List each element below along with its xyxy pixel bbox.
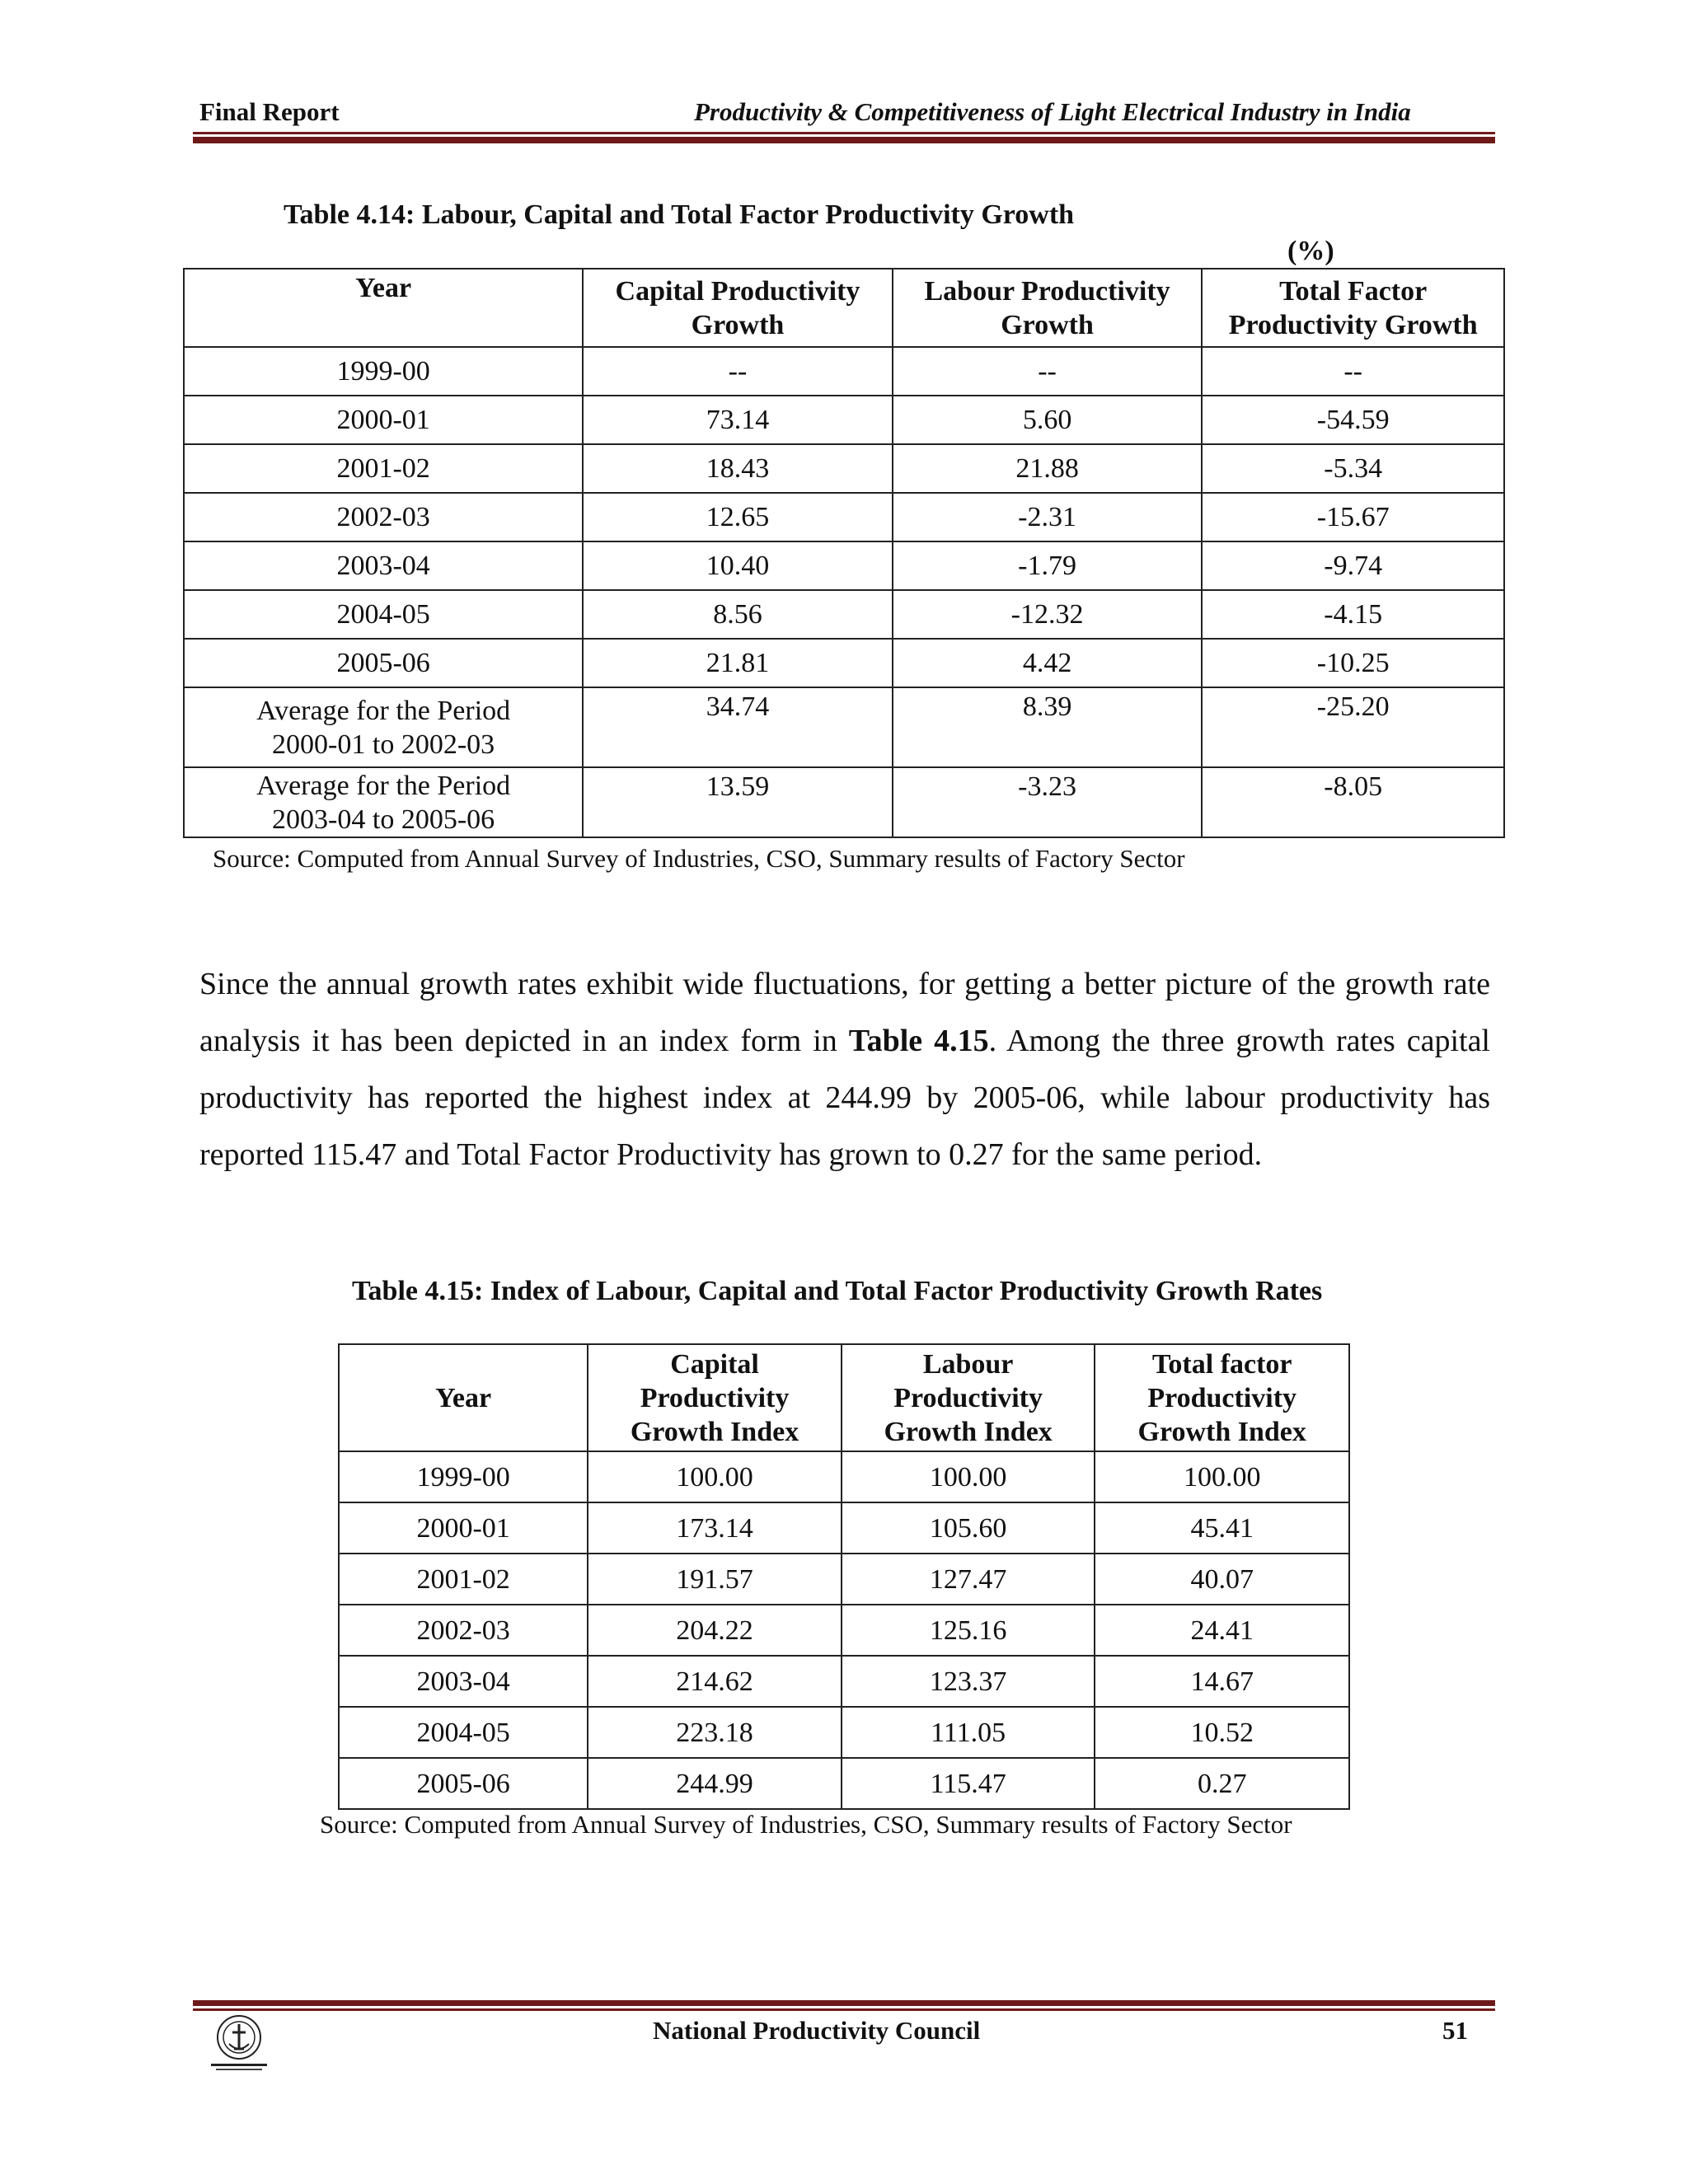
table2-capital: 223.18 [588,1707,842,1758]
table1-tfp: -25.20 [1202,687,1504,767]
table2-header-row [339,1344,1349,1451]
table1-capital: 34.74 [583,687,893,767]
table1-tfp: -15.67 [1202,493,1504,541]
table-reference: Table 4.15 [848,1024,989,1058]
table2-header-labour: Labour Productivity Growth Index [842,1344,1095,1451]
npc-logo-icon [196,2008,282,2074]
table1-header-row [184,269,1504,347]
table1-tfp: -9.74 [1202,541,1504,590]
table1-tfp: -4.15 [1202,590,1504,639]
table1-tfp: -54.59 [1202,396,1504,444]
table1-labour: -- [893,347,1203,396]
table1-capital: 21.81 [583,639,893,687]
table2-capital: 100.00 [588,1451,842,1502]
table-row [184,590,1504,639]
table2-tfp: 24.41 [1095,1605,1349,1656]
table1-average-label: Average for the Period 2003-04 to 2005-06 [184,767,583,837]
footer-center: National Productivity Council [653,2016,981,2045]
table1-caption: Table 4.14: Labour, Capital and Total Factor Productivity Growth [284,199,1075,230]
table-row [184,493,1504,541]
table1-labour: 21.88 [893,444,1203,493]
header-rule-thin [193,132,1495,134]
table-row [184,396,1504,444]
table1-labour: -2.31 [893,493,1203,541]
table1-capital: 10.40 [583,541,893,590]
table2-capital: 214.62 [588,1656,842,1707]
table1-tfp: -8.05 [1202,767,1504,837]
table2-capital: 191.57 [588,1554,842,1605]
table-row [339,1656,1349,1707]
table1-capital: 13.59 [583,767,893,837]
table1-average-label: Average for the Period 2000-01 to 2002-03 [184,687,583,767]
table1-year: 2005-06 [184,639,583,687]
page-number: 51 [1442,2016,1468,2045]
header-left: Final Report [199,97,340,126]
table1-year: 2003-04 [184,541,583,590]
table1-year: 2002-03 [184,493,583,541]
footer-rule-thin [193,2008,1495,2011]
table2-capital: 173.14 [588,1502,842,1554]
header-right: Productivity & Competitiveness of Light Electrical Industry in India [694,97,1411,126]
table1-tfp: -- [1202,347,1504,396]
table1-year: 2000-01 [184,396,583,444]
table2-tfp: 0.27 [1095,1758,1349,1809]
table-row [184,541,1504,590]
table1-labour: -1.79 [893,541,1203,590]
table-row [339,1451,1349,1502]
table2-year: 2002-03 [339,1605,588,1656]
table2-tfp: 40.07 [1095,1554,1349,1605]
table-row [184,639,1504,687]
table2-labour: 115.47 [842,1758,1095,1809]
table-row [339,1605,1349,1656]
table1-capital: 73.14 [583,396,893,444]
table2-capital: 204.22 [588,1605,842,1656]
table-row [184,687,1504,767]
table2-year: 2000-01 [339,1502,588,1554]
table2-tfp: 45.41 [1095,1502,1349,1554]
table2-tfp: 10.52 [1095,1707,1349,1758]
table1-tfp: -10.25 [1202,639,1504,687]
table1-unit: (%) [1287,236,1334,266]
table1-capital: -- [583,347,893,396]
table2-year: 1999-00 [339,1451,588,1502]
table1-year: 1999-00 [184,347,583,396]
table2-tfp: 14.67 [1095,1656,1349,1707]
table1-labour: -3.23 [893,767,1203,837]
table-row [339,1707,1349,1758]
header-rule-thick [193,137,1495,143]
table2-tfp: 100.00 [1095,1451,1349,1502]
table2-header-year: Year [339,1344,588,1451]
table1-labour: -12.32 [893,590,1203,639]
body-paragraph: Since the annual growth rates exhibit wide fluctuations, for getting a better picture of the growth rate analysis it has been depicted in an index form in Table 4.15. Among the three growth rates capital productivity has reported the highest index at 244.99 by 2005-06, while labour productivity has reported 115.47 and Total Factor Productivity has grown to 0.27 for the same period. [199,967,1490,1172]
table1-header-tfp: Total Factor Productivity Growth [1202,269,1504,347]
table2-year: 2004-05 [339,1707,588,1758]
table1-header-year: Year [184,269,583,347]
table-row [184,444,1504,493]
footer-rule-thick [193,2000,1495,2006]
table2-labour: 123.37 [842,1656,1095,1707]
table1-year: 2004-05 [184,590,583,639]
table-row [184,347,1504,396]
table2-year: 2001-02 [339,1554,588,1605]
table1-capital: 12.65 [583,493,893,541]
table2-capital: 244.99 [588,1758,842,1809]
table1-labour: 8.39 [893,687,1203,767]
table2-labour: 100.00 [842,1451,1095,1502]
table1-header-labour: Labour Productivity Growth [893,269,1203,347]
table2-labour: 127.47 [842,1554,1095,1605]
table2-source: Source: Computed from Annual Survey of Industries, CSO, Summary results of Factory Sector [320,1810,1292,1839]
table2-year: 2005-06 [339,1758,588,1809]
table1-tfp: -5.34 [1202,444,1504,493]
table1 [183,268,1505,838]
table-row [184,767,1504,837]
table1-header-capital: Capital Productivity Growth [583,269,893,347]
table2-labour: 125.16 [842,1605,1095,1656]
table-row [339,1502,1349,1554]
table2-year: 2003-04 [339,1656,588,1707]
table2-header-capital: Capital Productivity Growth Index [588,1344,842,1451]
table-row [339,1758,1349,1809]
table-row [339,1554,1349,1605]
table1-capital: 8.56 [583,590,893,639]
table1-labour: 4.42 [893,639,1203,687]
table2 [338,1343,1350,1810]
table2-labour: 111.05 [842,1707,1095,1758]
table2-header-tfp: Total factor Productivity Growth Index [1095,1344,1349,1451]
table2-caption: Table 4.15: Index of Labour, Capital and Total Factor Productivity Growth Rates [352,1276,1323,1306]
table1-labour: 5.60 [893,396,1203,444]
table2-labour: 105.60 [842,1502,1095,1554]
table1-source: Source: Computed from Annual Survey of Industries, CSO, Summary results of Factory Sector [213,844,1185,873]
table1-year: 2001-02 [184,444,583,493]
table1-capital: 18.43 [583,444,893,493]
